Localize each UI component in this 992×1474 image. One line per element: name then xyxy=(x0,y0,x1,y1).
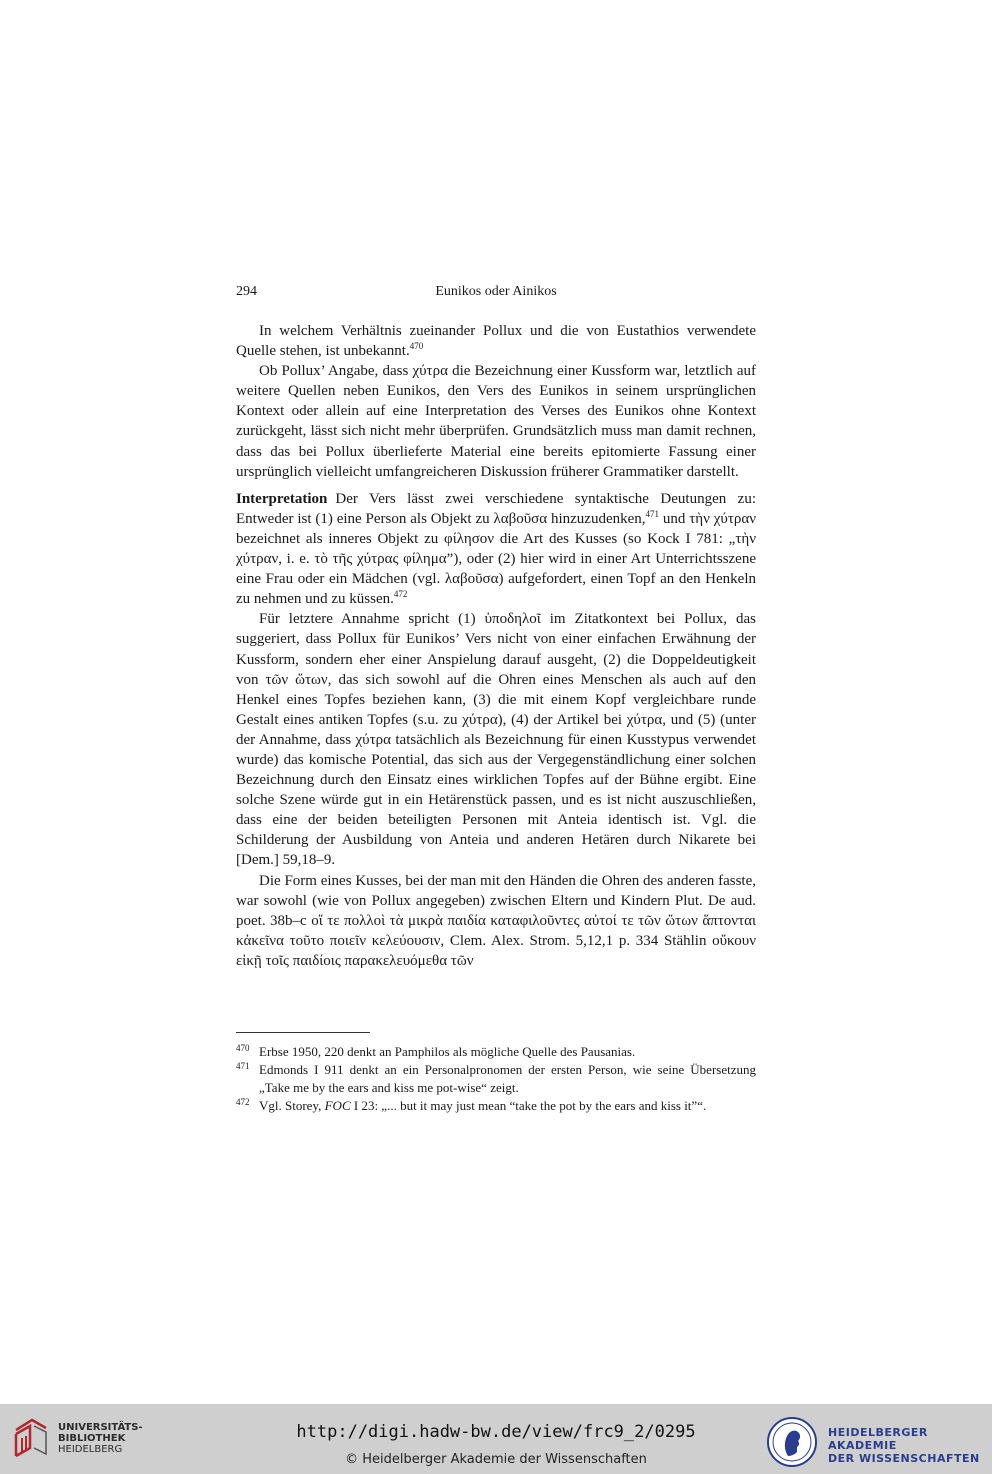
permalink-url[interactable]: http://digi.hadw-bw.de/view/frc9_2/0295 xyxy=(296,1422,696,1442)
academy-seal-icon[interactable] xyxy=(766,1416,818,1468)
copyright-notice: © Heidelberger Akademie der Wissenschaften xyxy=(345,1452,647,1467)
paragraph: Für letztere Annahme spricht (1) ὑποδηλοῖ im Zitatkontext bei Pollux, das suggeriert, dass Pollux für Eunikos’ Vers nicht von einer einfachen Erwähnung der Kussform, sondern eher einer Anspielung darauf ausgeht, (2) die Doppeldeutigkeit von τῶν ὤτων, das sich sowohl auf die Ohren eines Menschen als auch auf den Henkel eines Topfes beziehen kann, (3) die mit einem Kopf vergleichbare runde Gestalt eines antiken Topfes (s.u. zu χύτρα), (4) der Artikel bei χύτρα, und (5) (unter der Annahme, dass χύτρα tatsächlich als Bezeichnung für einen Kusstypus verwendet wurde) das komische Potential, das sich aus der Vergegenständlichung einer solchen Bezeichnung durch den Einsatz eines wirklichen Topfes auf der Bühne ergibt. Eine solche Szene würde gut in ein Hetärenstück passen, und es ist nicht auszuschließen, dass eine der beiden beteiligten Personen mit Anteia identisch ist. Vgl. die Schilderung der Ausbildung von Anteia und anderen Hetären durch Nikarete bei [Dem.] 59,18–9. xyxy=(236,611,756,869)
page-number: 294 xyxy=(236,284,257,299)
page-header xyxy=(236,284,756,302)
footnote: 472 Vgl. Storey, FOC I 23: „... but it may just mean “take the pot by the ears and kiss it”“. xyxy=(236,1097,707,1113)
main-text xyxy=(236,321,756,971)
section-heading: Interpretation xyxy=(236,490,328,507)
footnote-ref[interactable]: 470 xyxy=(409,341,424,352)
paragraph: Interpretation Der Vers lässt zwei verschiedene syntaktische Deutungen zu: Entweder ist (1) eine Person als Objekt zu λαβοῦσα hinzuzudenken,$^{471}$ und τὴν χύτραν bezeichnet als inneres Objekt zu φίλησον die Art des Kusses (so Kock I 781: „τὴν χύτραν, i. e. τὸ τῆς χύτρας φίλημα”), oder (2) hier wird in einer Art Unterrichtsszene eine Frau oder ein Mädchen (vgl. λαβοῦσα) aufgefordert, einen Topf an den Henkeln zu nehmen und zu küssen.$^{472}$ xyxy=(236,490,756,608)
paragraph: Ob Pollux’ Angabe, dass χύτρα die Bezeichnung einer Kussform war, letztlich auf weitere Quellen neben Eunikos, den Vers des Eunikos in seinem ursprünglichen Kontext oder allein auf eine Interpretation des Verses des Eunikos ohne Kontext zurückgeht, lässt sich nicht mehr überprüfen. Grundsätzlich muss man damit rechnen, dass das bei Pollux überlieferte Material eine bereits epitomierte Fassung einer ursprünglich vielleicht umfangreicheren Diskussion früherer Grammatiker darstellt. xyxy=(236,363,756,480)
footnote-rule xyxy=(236,1032,370,1033)
university-library-name: UNIVERSITÄTS- BIBLIOTHEK HEIDELBERG xyxy=(58,1422,143,1455)
footnote: 470 Erbse 1950, 220 denkt an Pamphilos als mögliche Quelle des Pausanias. xyxy=(236,1043,636,1059)
academy-name: HEIDELBERGER AKADEMIE DER WISSENSCHAFTEN xyxy=(828,1426,980,1465)
paragraph: Die Form eines Kusses, bei der man mit den Händen die Ohren des anderen fasste, war sowohl (wie von Pollux angegeben) zwischen Eltern und Kindern Plut. De aud. poet. 38b–c οἵ τε πολλοὶ τὰ μικρὰ παιδία καταφιλοῦντες αὐτοί τε τῶν ὤτων ἅπτονται κἀκεῖνα τοῦτο ποιεῖν κελεύουσιν, Clem. Alex. Strom. 5,12,1 p. 334 Stählin οὔκουν εἰκῇ τοῖς παιδίοις παρακελευόμεθα τῶν xyxy=(236,872,756,969)
running-head: Eunikos oder Ainikos xyxy=(435,284,557,299)
footnote-ref[interactable]: 472 xyxy=(393,589,408,600)
viewer-footer xyxy=(0,1404,992,1474)
footnotes xyxy=(236,1043,756,1115)
footnote-ref[interactable]: 471 xyxy=(645,508,660,519)
footnote: 471 Edmonds I 911 denkt an ein Personalpronomen der ersten Person, wie seine Übersetzung „Take me by the ears and kiss me pot-wise“ zeigt. xyxy=(236,1061,756,1095)
paragraph: In welchem Verhältnis zueinander Pollux und die von Eustathios verwendete Quelle stehen, ist unbekannt.$^{470}$ xyxy=(236,323,756,360)
